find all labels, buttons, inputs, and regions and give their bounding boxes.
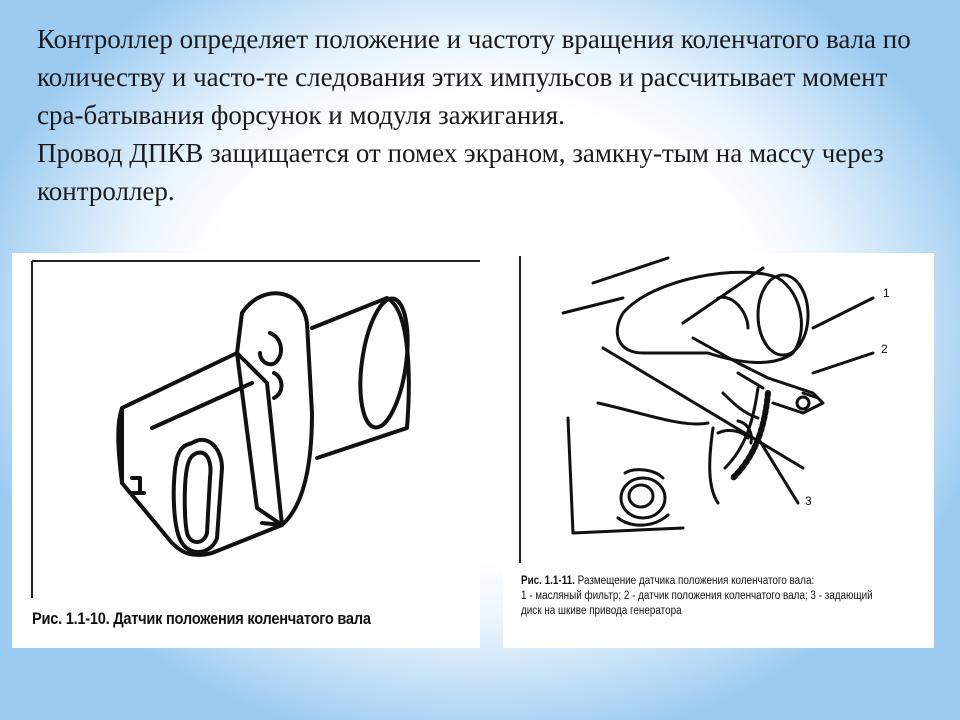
figure-left-caption: Рис. 1.1-10. Датчик положения коленчатого вала bbox=[32, 609, 371, 628]
figure-right-panel bbox=[503, 253, 934, 648]
caption-line-2: 1 - масляный фильтр; 2 - датчик положения коленчатого вала; 3 - задающий bbox=[521, 590, 873, 602]
paragraph-1: Контроллер определяет положение и частоту вращения коленчатого вала по количеству и часто-те следования этих импульсов и рассчитывает момент сра-батывания форсунок и модуля зажигания. bbox=[37, 24, 911, 130]
caption-lead: Рис. 1.1-11. bbox=[521, 575, 575, 587]
figure-right-caption bbox=[521, 574, 925, 619]
body-text bbox=[37, 20, 917, 210]
callout-3: 3 bbox=[805, 494, 812, 508]
paragraph-2: Провод ДПКВ защищается от помех экраном, замкну-тым на массу через контроллер. bbox=[37, 138, 884, 206]
caption-line-3: диск на шкиве привода генератора bbox=[521, 605, 682, 617]
callout-2: 2 bbox=[881, 342, 888, 356]
caption-title: Размещение датчика положения коленчатого вала: bbox=[574, 575, 815, 587]
figure-left-panel bbox=[12, 253, 480, 648]
callout-1: 1 bbox=[883, 286, 890, 300]
crankshaft-sensor-drawing bbox=[12, 253, 480, 648]
